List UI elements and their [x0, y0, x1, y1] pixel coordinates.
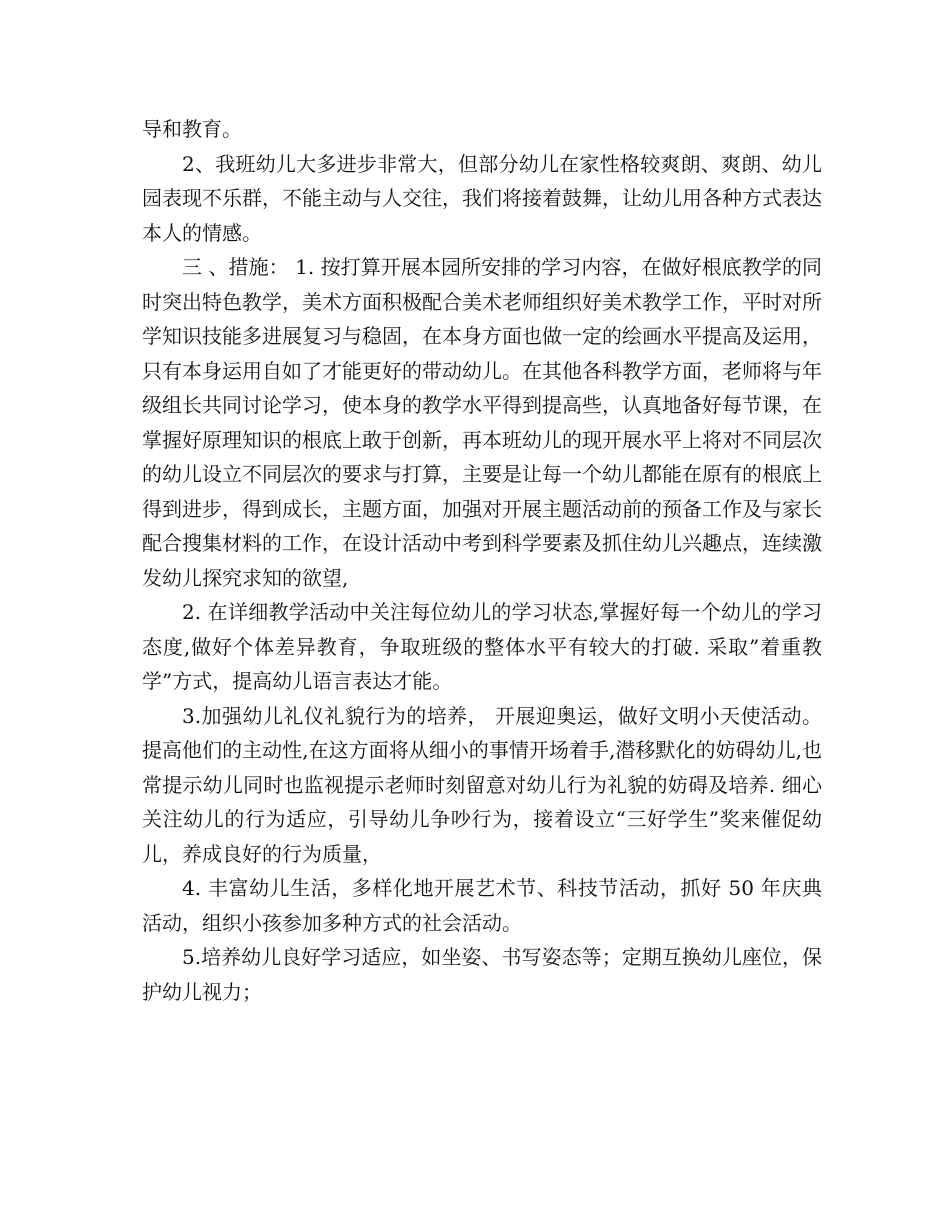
paragraph-continuation: 导和教育。 — [142, 117, 242, 141]
paragraph-measures-2: 2. 在详细教学活动中关注每位幼儿的学习状态,掌握好每一个幼儿的学习态度,做好个体差异教育，争取班级的整体水平有较大的打破. 采取”着重教学”方式，提高幼儿语言表达才能。 — [142, 600, 822, 693]
paragraph-measures-3: 3.加强幼儿礼仪礼貌行为的培养， 开展迎奥运，做好文明小天使活动。提高他们的主动性,在这方面将从细小的事情开场着手,潜移默化的妨碍幼儿,也常提示幼儿同时也监视提示老师时刻留意对幼儿行为礼貌的妨碍及培养. 细心关注幼儿的行为适应，引导幼儿争吵行为，接着设立“三好学生”奖来催促幼儿，养成良好的行为质量， — [142, 703, 822, 866]
paragraph-measures-5: 5.培养幼儿良好学习适应，如坐姿、书写姿态等；定期互换幼儿座位，保护幼儿视力； — [142, 945, 822, 1004]
paragraph-point-2: 2、我班幼儿大多进步非常大，但部分幼儿在家性格较爽朗、爽朗、幼儿园表现不乐群，不能主动与人交往，我们将接着鼓舞，让幼儿用各种方式表达本人的情感。 — [142, 151, 822, 245]
paragraph-measures-1: 三 、措施： 1. 按打算开展本园所安排的学习内容，在做好根底教学的同时突出特色教学，美术方面积极配合美术老师组织好美术教学工作，平时对所学知识技能多进展复习与稳固，在本身方面也做一定的绘画水平提高及运用，只有本身运用自如了才能更好的带动幼儿。在其他各科教学方面，老师将与年级组长共同讨论学习，使本身的教学水平得到提高些，认真地备好每节课，在掌握好原理知识的根底上敢于创新，再本班幼儿的现开展水平上将对不同层次的幼儿设立不同层次的要求与打算，主要是让每一个幼儿都能在原有的根底上得到进步，得到成长，主题方面，加强对开展主题活动前的预备工作及与家长配合搜集材料的工作，在设计活动中考到科学要素及抓住幼儿兴趣点，连续激发幼儿探究求知的欲望, — [142, 255, 822, 590]
paragraph-measures-4: 4. 丰富幼儿生活，多样化地开展艺术节、科技节活动，抓好 50 年庆典活动，组织小孩参加多种方式的社会活动。 — [142, 876, 822, 935]
document-page — [142, 112, 822, 1009]
